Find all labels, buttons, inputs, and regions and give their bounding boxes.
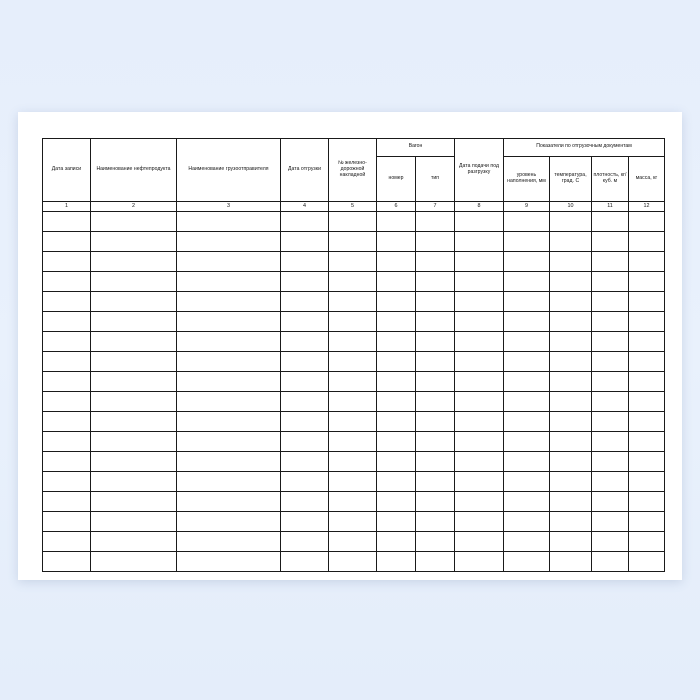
table-cell[interactable] [592, 272, 629, 292]
table-cell[interactable] [43, 392, 91, 412]
table-cell[interactable] [177, 412, 281, 432]
table-cell[interactable] [455, 412, 504, 432]
table-cell[interactable] [329, 512, 377, 532]
table-row[interactable] [43, 472, 665, 492]
table-cell[interactable] [455, 232, 504, 252]
table-cell[interactable] [629, 312, 665, 332]
table-cell[interactable] [281, 372, 329, 392]
table-cell[interactable] [455, 252, 504, 272]
table-cell[interactable] [377, 232, 416, 252]
column-number-row [43, 202, 665, 212]
table-cell[interactable] [91, 492, 177, 512]
table-cell[interactable] [629, 292, 665, 312]
table-cell[interactable] [281, 312, 329, 332]
journal-table [42, 138, 665, 572]
table-row[interactable] [43, 552, 665, 572]
table-cell[interactable] [177, 212, 281, 232]
table-cell[interactable] [592, 512, 629, 532]
table-cell[interactable] [455, 512, 504, 532]
table-row[interactable] [43, 412, 665, 432]
table-cell[interactable] [177, 352, 281, 372]
table-cell[interactable] [281, 472, 329, 492]
header-col-6: номер [377, 156, 416, 201]
table-cell[interactable] [377, 552, 416, 572]
table-row[interactable] [43, 512, 665, 532]
table-cell[interactable] [281, 492, 329, 512]
table-cell[interactable] [329, 252, 377, 272]
table-cell[interactable] [416, 252, 455, 272]
table-cell[interactable] [504, 532, 550, 552]
table-cell[interactable] [329, 552, 377, 572]
table-cell[interactable] [177, 332, 281, 352]
table-cell[interactable] [629, 252, 665, 272]
table-cell[interactable] [629, 552, 665, 572]
table-cell[interactable] [550, 372, 592, 392]
table-cell[interactable] [91, 332, 177, 352]
table-cell[interactable] [43, 332, 91, 352]
table-cell[interactable] [377, 532, 416, 552]
table-row[interactable] [43, 392, 665, 412]
table-cell[interactable] [281, 452, 329, 472]
table-row[interactable] [43, 432, 665, 452]
table-row[interactable] [43, 312, 665, 332]
table-cell[interactable] [629, 232, 665, 252]
table-cell[interactable] [377, 272, 416, 292]
table-cell[interactable] [177, 532, 281, 552]
table-cell[interactable] [281, 332, 329, 352]
journal-body [43, 212, 665, 572]
table-cell[interactable] [329, 372, 377, 392]
table-cell[interactable] [592, 372, 629, 392]
table-row[interactable] [43, 372, 665, 392]
table-cell[interactable] [281, 272, 329, 292]
table-cell[interactable] [550, 432, 592, 452]
table-cell[interactable] [177, 472, 281, 492]
table-cell[interactable] [377, 372, 416, 392]
table-cell[interactable] [504, 232, 550, 252]
table-cell[interactable] [281, 412, 329, 432]
table-cell[interactable] [504, 412, 550, 432]
table-row[interactable] [43, 332, 665, 352]
table-cell[interactable] [91, 472, 177, 492]
table-cell[interactable] [629, 352, 665, 372]
header-group-row [43, 139, 665, 157]
column-number-1: 1 [43, 202, 91, 212]
table-cell[interactable] [550, 512, 592, 532]
table-cell[interactable] [416, 412, 455, 432]
table-cell[interactable] [550, 312, 592, 332]
table-cell[interactable] [416, 212, 455, 232]
table-cell[interactable] [550, 232, 592, 252]
table-cell[interactable] [91, 252, 177, 272]
table-cell[interactable] [91, 532, 177, 552]
table-cell[interactable] [592, 432, 629, 452]
table-cell[interactable] [592, 532, 629, 552]
table-cell[interactable] [629, 272, 665, 292]
table-cell[interactable] [177, 552, 281, 572]
table-cell[interactable] [281, 252, 329, 272]
table-cell[interactable] [329, 292, 377, 312]
table-cell[interactable] [377, 392, 416, 412]
table-cell[interactable] [43, 512, 91, 532]
table-cell[interactable] [629, 472, 665, 492]
table-cell[interactable] [504, 512, 550, 532]
table-cell[interactable] [329, 332, 377, 352]
table-cell[interactable] [629, 392, 665, 412]
table-cell[interactable] [91, 452, 177, 472]
table-cell[interactable] [91, 552, 177, 572]
table-cell[interactable] [281, 512, 329, 532]
table-cell[interactable] [629, 532, 665, 552]
table-cell[interactable] [416, 532, 455, 552]
table-cell[interactable] [416, 352, 455, 372]
table-cell[interactable] [43, 532, 91, 552]
table-cell[interactable] [43, 472, 91, 492]
table-cell[interactable] [43, 432, 91, 452]
column-number-12: 12 [629, 202, 665, 212]
table-cell[interactable] [504, 492, 550, 512]
table-cell[interactable] [504, 332, 550, 352]
table-cell[interactable] [281, 212, 329, 232]
table-cell[interactable] [416, 272, 455, 292]
column-number-3: 3 [177, 202, 281, 212]
table-cell[interactable] [592, 492, 629, 512]
table-cell[interactable] [281, 432, 329, 452]
table-cell[interactable] [416, 452, 455, 472]
table-cell[interactable] [91, 352, 177, 372]
document-page [18, 112, 682, 580]
table-cell[interactable] [550, 552, 592, 572]
table-cell[interactable] [504, 372, 550, 392]
table-cell[interactable] [592, 452, 629, 472]
table-cell[interactable] [592, 552, 629, 572]
table-cell[interactable] [377, 292, 416, 312]
table-cell[interactable] [177, 312, 281, 332]
table-row[interactable] [43, 232, 665, 252]
table-cell[interactable] [455, 532, 504, 552]
table-cell[interactable] [550, 532, 592, 552]
table-cell[interactable] [550, 472, 592, 492]
table-cell[interactable] [416, 292, 455, 312]
table-cell[interactable] [91, 272, 177, 292]
table-cell[interactable] [43, 312, 91, 332]
table-cell[interactable] [377, 212, 416, 232]
table-cell[interactable] [455, 272, 504, 292]
table-cell[interactable] [43, 352, 91, 372]
header-col-11: плотность, кг/куб. м [592, 156, 629, 201]
table-cell[interactable] [416, 512, 455, 532]
table-row[interactable] [43, 492, 665, 512]
table-cell[interactable] [416, 432, 455, 452]
table-cell[interactable] [592, 212, 629, 232]
table-cell[interactable] [592, 412, 629, 432]
column-number-10: 10 [550, 202, 592, 212]
table-cell[interactable] [91, 432, 177, 452]
table-cell[interactable] [416, 312, 455, 332]
header-group-indicators: Показатели по отгрузочным документам [504, 139, 665, 157]
table-cell[interactable] [43, 412, 91, 432]
table-cell[interactable] [455, 432, 504, 452]
header-col-5: № железно-дорожной накладной [329, 139, 377, 202]
table-cell[interactable] [455, 472, 504, 492]
header-group-wagon: Вагон [377, 139, 455, 157]
table-cell[interactable] [43, 552, 91, 572]
table-cell[interactable] [329, 412, 377, 432]
column-number-7: 7 [416, 202, 455, 212]
table-cell[interactable] [91, 412, 177, 432]
header-col-1: Дата записи [43, 139, 91, 202]
table-cell[interactable] [592, 312, 629, 332]
table-cell[interactable] [377, 452, 416, 472]
header-col-8: Дата подачи под разгрузку [455, 139, 504, 202]
table-cell[interactable] [329, 392, 377, 412]
journal-sheet [42, 138, 658, 554]
table-cell[interactable] [43, 492, 91, 512]
table-cell[interactable] [43, 372, 91, 392]
table-cell[interactable] [592, 472, 629, 492]
table-cell[interactable] [377, 252, 416, 272]
table-cell[interactable] [504, 472, 550, 492]
table-cell[interactable] [281, 552, 329, 572]
table-cell[interactable] [329, 212, 377, 232]
table-cell[interactable] [629, 432, 665, 452]
table-cell[interactable] [592, 232, 629, 252]
table-cell[interactable] [504, 452, 550, 472]
column-number-4: 4 [281, 202, 329, 212]
table-cell[interactable] [377, 492, 416, 512]
table-cell[interactable] [504, 272, 550, 292]
table-cell[interactable] [455, 212, 504, 232]
column-number-11: 11 [592, 202, 629, 212]
table-row[interactable] [43, 212, 665, 232]
table-cell[interactable] [504, 392, 550, 412]
table-cell[interactable] [329, 492, 377, 512]
table-cell[interactable] [91, 232, 177, 252]
table-cell[interactable] [416, 492, 455, 512]
table-cell[interactable] [43, 252, 91, 272]
table-cell[interactable] [629, 412, 665, 432]
table-cell[interactable] [377, 332, 416, 352]
table-cell[interactable] [592, 292, 629, 312]
table-cell[interactable] [177, 452, 281, 472]
table-cell[interactable] [177, 432, 281, 452]
table-cell[interactable] [629, 372, 665, 392]
table-cell[interactable] [504, 212, 550, 232]
table-cell[interactable] [416, 392, 455, 412]
table-cell[interactable] [455, 392, 504, 412]
table-cell[interactable] [455, 452, 504, 472]
table-cell[interactable] [455, 352, 504, 372]
table-cell[interactable] [91, 212, 177, 232]
table-cell[interactable] [377, 312, 416, 332]
table-cell[interactable] [504, 552, 550, 572]
table-cell[interactable] [550, 332, 592, 352]
table-cell[interactable] [91, 512, 177, 532]
column-number-9: 9 [504, 202, 550, 212]
table-cell[interactable] [91, 292, 177, 312]
table-cell[interactable] [377, 412, 416, 432]
table-cell[interactable] [550, 492, 592, 512]
table-cell[interactable] [550, 392, 592, 412]
table-cell[interactable] [504, 432, 550, 452]
table-cell[interactable] [43, 232, 91, 252]
table-cell[interactable] [281, 292, 329, 312]
table-cell[interactable] [629, 452, 665, 472]
column-number-5: 5 [329, 202, 377, 212]
table-cell[interactable] [91, 312, 177, 332]
table-cell[interactable] [504, 312, 550, 332]
table-cell[interactable] [416, 232, 455, 252]
table-row[interactable] [43, 352, 665, 372]
table-cell[interactable] [550, 412, 592, 432]
table-cell[interactable] [629, 212, 665, 232]
table-cell[interactable] [455, 292, 504, 312]
table-row[interactable] [43, 452, 665, 472]
table-cell[interactable] [43, 272, 91, 292]
column-number-2: 2 [91, 202, 177, 212]
table-cell[interactable] [91, 392, 177, 412]
table-cell[interactable] [504, 352, 550, 372]
table-cell[interactable] [416, 372, 455, 392]
table-cell[interactable] [377, 352, 416, 372]
table-cell[interactable] [329, 472, 377, 492]
table-cell[interactable] [377, 432, 416, 452]
table-cell[interactable] [550, 452, 592, 472]
header-col-9: уровень наполнения, мм [504, 156, 550, 201]
header-col-4: Дата отгрузки [281, 139, 329, 202]
table-cell[interactable] [550, 272, 592, 292]
column-number-6: 6 [377, 202, 416, 212]
header-col-12: масса, кг [629, 156, 665, 201]
table-cell[interactable] [550, 212, 592, 232]
table-cell[interactable] [177, 492, 281, 512]
table-cell[interactable] [43, 212, 91, 232]
column-number-8: 8 [455, 202, 504, 212]
table-cell[interactable] [455, 332, 504, 352]
table-cell[interactable] [504, 252, 550, 272]
table-cell[interactable] [377, 472, 416, 492]
header-col-3: Наименование грузоотправителя [177, 139, 281, 202]
table-row[interactable] [43, 252, 665, 272]
table-cell[interactable] [455, 492, 504, 512]
table-cell[interactable] [43, 452, 91, 472]
table-cell[interactable] [329, 312, 377, 332]
table-row[interactable] [43, 272, 665, 292]
table-cell[interactable] [550, 352, 592, 372]
table-cell[interactable] [455, 372, 504, 392]
header-col-2: Наименование нефтепродукта [91, 139, 177, 202]
table-cell[interactable] [592, 352, 629, 372]
table-cell[interactable] [592, 252, 629, 272]
table-cell[interactable] [455, 552, 504, 572]
table-cell[interactable] [329, 532, 377, 552]
table-cell[interactable] [416, 332, 455, 352]
table-cell[interactable] [504, 292, 550, 312]
table-cell[interactable] [281, 532, 329, 552]
table-cell[interactable] [416, 472, 455, 492]
table-cell[interactable] [629, 332, 665, 352]
table-cell[interactable] [43, 292, 91, 312]
table-cell[interactable] [177, 512, 281, 532]
table-cell[interactable] [629, 512, 665, 532]
table-cell[interactable] [329, 452, 377, 472]
table-cell[interactable] [550, 252, 592, 272]
table-cell[interactable] [329, 432, 377, 452]
table-cell[interactable] [281, 392, 329, 412]
table-cell[interactable] [329, 232, 377, 252]
table-cell[interactable] [177, 272, 281, 292]
header-col-7: тип [416, 156, 455, 201]
table-cell[interactable] [91, 372, 177, 392]
table-cell[interactable] [177, 292, 281, 312]
table-cell[interactable] [455, 312, 504, 332]
table-cell[interactable] [550, 292, 592, 312]
table-cell[interactable] [177, 232, 281, 252]
table-cell[interactable] [592, 332, 629, 352]
table-cell[interactable] [177, 372, 281, 392]
table-cell[interactable] [177, 392, 281, 412]
table-cell[interactable] [281, 232, 329, 252]
table-row[interactable] [43, 292, 665, 312]
table-cell[interactable] [629, 492, 665, 512]
table-cell[interactable] [281, 352, 329, 372]
table-cell[interactable] [177, 252, 281, 272]
table-cell[interactable] [592, 392, 629, 412]
table-cell[interactable] [329, 352, 377, 372]
table-row[interactable] [43, 532, 665, 552]
table-cell[interactable] [329, 272, 377, 292]
header-col-10: температура, град. С [550, 156, 592, 201]
table-cell[interactable] [416, 552, 455, 572]
table-cell[interactable] [377, 512, 416, 532]
